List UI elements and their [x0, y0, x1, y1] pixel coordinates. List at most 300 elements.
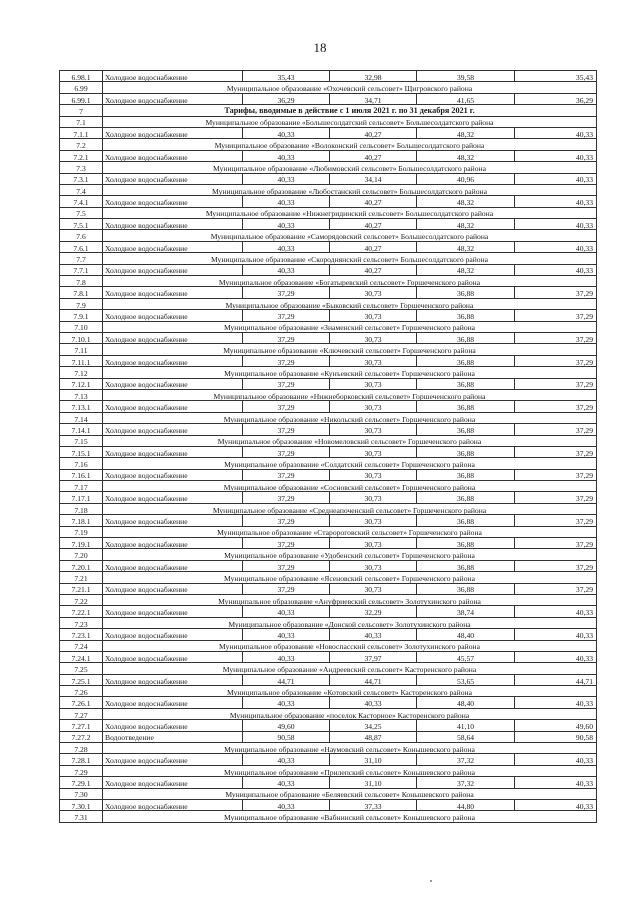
municipality-row — [60, 412, 597, 423]
service-name: Холодное водоснабжение — [103, 173, 243, 184]
tariff-value: 30,73 — [330, 492, 417, 503]
tariff-value: 38,74 — [417, 606, 515, 617]
tariff-value: 40,33 — [515, 777, 597, 788]
table-row — [60, 469, 597, 480]
tariff-value: 40,33 — [243, 777, 330, 788]
section-heading: Тарифы, вводимые в действие с 1 июля 2021 г. по 31 декабря 2021 г. — [103, 105, 597, 116]
table-row — [60, 777, 597, 788]
municipality-row — [60, 594, 597, 605]
row-code: 7.6 — [60, 230, 103, 241]
municipality-name: Муниципальное образование «Наумовский сельсовет» Конышевского района — [103, 743, 597, 754]
tariff-value: 37,29 — [243, 310, 330, 321]
row-code: 7.1.1 — [60, 127, 103, 138]
row-code: 7.28.1 — [60, 754, 103, 765]
municipality-row — [60, 298, 597, 309]
row-code: 7.17 — [60, 481, 103, 492]
municipality-row — [60, 276, 597, 287]
table-row — [60, 560, 597, 571]
table-row — [60, 355, 597, 366]
tariff-value: 40,33 — [515, 629, 597, 640]
tariff-value: 37,29 — [515, 560, 597, 571]
scan-speck — [430, 880, 432, 882]
tariff-value: 40,27 — [330, 241, 417, 252]
tariff-table — [59, 70, 597, 823]
tariff-value: 37,29 — [243, 446, 330, 457]
municipality-row — [60, 207, 597, 218]
service-name: Холодное водоснабжение — [103, 720, 243, 731]
tariff-value: 37,29 — [243, 538, 330, 549]
tariff-value: 40,33 — [515, 219, 597, 230]
service-name: Холодное водоснабжение — [103, 538, 243, 549]
row-code: 7.9 — [60, 298, 103, 309]
table-row — [60, 127, 597, 138]
row-code: 7.21.1 — [60, 583, 103, 594]
municipality-name: Муниципальное образование «Любимовский сельсовет» Большесолдатского района — [103, 162, 597, 173]
tariff-value: 41,65 — [417, 93, 515, 104]
tariff-value: 48,40 — [417, 697, 515, 708]
municipality-row — [60, 253, 597, 264]
tariff-value: 36,88 — [417, 469, 515, 480]
municipality-name: Муниципальное образование «Большесолдатский сельсовет» Большесолдатского района — [103, 116, 597, 127]
tariff-value: 41,10 — [417, 720, 515, 731]
municipality-name: Муниципальное образование «Новоспасский сельсовет» Золотухинского района — [103, 640, 597, 651]
tariff-value: 37,29 — [243, 287, 330, 298]
municipality-name: Муниципальное образование «Нижнегридинский сельсовет» Большесолдатского района — [103, 207, 597, 218]
service-name: Холодное водоснабжение — [103, 583, 243, 594]
tariff-value: 37,29 — [515, 424, 597, 435]
tariff-value: 37,29 — [243, 560, 330, 571]
service-name: Холодное водоснабжение — [103, 651, 243, 662]
row-code: 7.16.1 — [60, 469, 103, 480]
tariff-value: 40,27 — [330, 264, 417, 275]
tariff-value: 36,88 — [417, 492, 515, 503]
tariff-value: 37,29 — [243, 332, 330, 343]
row-code: 7.13 — [60, 389, 103, 400]
municipality-name: Муниципальное образование «Сосновский сельсовет» Горшеченского района — [103, 481, 597, 492]
municipality-name: Муниципальное образование «Скороднянский сельсовет» Большесолдатского района — [103, 253, 597, 264]
municipality-row — [60, 640, 597, 651]
row-code: 7.23 — [60, 617, 103, 628]
tariff-value: 35,43 — [243, 71, 330, 82]
service-name: Холодное водоснабжение — [103, 492, 243, 503]
tariff-value: 35,43 — [515, 71, 597, 82]
tariff-value: 40,33 — [330, 629, 417, 640]
municipality-row — [60, 389, 597, 400]
row-code: 7.25 — [60, 663, 103, 674]
municipality-row — [60, 82, 597, 93]
municipality-name: Муниципальное образование «Любостанский сельсовет» Большесолдатского района — [103, 184, 597, 195]
municipality-row — [60, 686, 597, 697]
municipality-name: Муниципальное образование «Вабнинский сельсовет» Конышевского района — [103, 811, 597, 822]
tariff-value: 48,87 — [330, 731, 417, 742]
municipality-row — [60, 663, 597, 674]
tariff-value: 37,33 — [330, 800, 417, 811]
tariff-value: 37,29 — [515, 469, 597, 480]
row-code: 7.24.1 — [60, 651, 103, 662]
municipality-name: Муниципальное образование «Ануфриевский сельсовет» Золотухинского района — [103, 594, 597, 605]
municipality-name: Муниципальное образование «Быковский сельсовет» Горшеченского района — [103, 298, 597, 309]
tariff-value: 36,88 — [417, 446, 515, 457]
service-name: Холодное водоснабжение — [103, 127, 243, 138]
tariff-value: 32,29 — [330, 606, 417, 617]
service-name: Холодное водоснабжение — [103, 424, 243, 435]
row-code: 6.99.1 — [60, 93, 103, 104]
row-code: 7.20 — [60, 549, 103, 560]
service-name: Холодное водоснабжение — [103, 332, 243, 343]
tariff-value: 34,71 — [330, 93, 417, 104]
tariff-value: 44,71 — [330, 674, 417, 685]
table-row — [60, 150, 597, 161]
row-code: 7.18.1 — [60, 515, 103, 526]
row-code: 7.5 — [60, 207, 103, 218]
tariff-value: 30,73 — [330, 538, 417, 549]
municipality-row — [60, 344, 597, 355]
tariff-value: 36,88 — [417, 310, 515, 321]
tariff-value: 37,29 — [515, 583, 597, 594]
tariff-value: 31,10 — [330, 777, 417, 788]
table-row — [60, 332, 597, 343]
tariff-value: 40,33 — [515, 127, 597, 138]
service-name: Холодное водоснабжение — [103, 777, 243, 788]
tariff-value: 40,33 — [515, 196, 597, 207]
row-code: 7.23.1 — [60, 629, 103, 640]
service-name: Холодное водоснабжение — [103, 241, 243, 252]
row-code: 7.7 — [60, 253, 103, 264]
tariff-value: 37,97 — [330, 651, 417, 662]
table-row — [60, 754, 597, 765]
row-code: 7.14 — [60, 412, 103, 423]
row-code: 7.2.1 — [60, 150, 103, 161]
tariff-value: 90,58 — [515, 731, 597, 742]
service-name: Холодное водоснабжение — [103, 800, 243, 811]
tariff-value: 40,33 — [515, 800, 597, 811]
municipality-name: Муниципальное образование «Ключевский сельсовет» Горшеченского района — [103, 344, 597, 355]
table-row — [60, 697, 597, 708]
tariff-value: 48,32 — [417, 264, 515, 275]
tariff-value: 32,98 — [330, 71, 417, 82]
tariff-value: 30,73 — [330, 515, 417, 526]
tariff-value: 37,29 — [515, 538, 597, 549]
service-name: Холодное водоснабжение — [103, 355, 243, 366]
table-row — [60, 492, 597, 503]
municipality-row — [60, 765, 597, 776]
row-code: 7.30.1 — [60, 800, 103, 811]
tariff-value: 37,29 — [243, 401, 330, 412]
row-code: 7.1 — [60, 116, 103, 127]
row-code: 7.8.1 — [60, 287, 103, 298]
tariff-value: 40,27 — [330, 127, 417, 138]
tariff-value: 40,33 — [243, 173, 330, 184]
row-code: 7.3.1 — [60, 173, 103, 184]
row-code: 7.9.1 — [60, 310, 103, 321]
service-name: Холодное водоснабжение — [103, 219, 243, 230]
tariff-value: 37,29 — [243, 355, 330, 366]
row-code: 7.2 — [60, 139, 103, 150]
service-name: Холодное водоснабжение — [103, 401, 243, 412]
tariff-value: 44,80 — [417, 800, 515, 811]
service-name: Холодное водоснабжение — [103, 560, 243, 571]
row-code: 7.16 — [60, 458, 103, 469]
row-code: 7.5.1 — [60, 219, 103, 230]
table-row — [60, 401, 597, 412]
service-name: Холодное водоснабжение — [103, 264, 243, 275]
municipality-row — [60, 321, 597, 332]
tariff-value: 37,32 — [417, 754, 515, 765]
municipality-row — [60, 526, 597, 537]
service-name: Холодное водоснабжение — [103, 378, 243, 389]
service-name: Холодное водоснабжение — [103, 697, 243, 708]
tariff-value: 37,29 — [243, 378, 330, 389]
row-code: 7.29 — [60, 765, 103, 776]
service-name: Холодное водоснабжение — [103, 629, 243, 640]
tariff-value: 30,73 — [330, 469, 417, 480]
table-row — [60, 731, 597, 742]
table-row — [60, 674, 597, 685]
municipality-row — [60, 549, 597, 560]
table-row — [60, 173, 597, 184]
municipality-name: Муниципальное образование «Среднеапоченский сельсовет» Горшеченского района — [103, 503, 597, 514]
tariff-value: 40,33 — [243, 800, 330, 811]
tariff-value: 44,71 — [515, 674, 597, 685]
row-code: 7 — [60, 105, 103, 116]
tariff-value: 36,88 — [417, 332, 515, 343]
tariff-value: 40,33 — [243, 629, 330, 640]
row-code: 7.4 — [60, 184, 103, 195]
tariff-value: 40,33 — [515, 754, 597, 765]
tariff-value: 30,73 — [330, 355, 417, 366]
tariff-value: 53,65 — [417, 674, 515, 685]
table-row — [60, 196, 597, 207]
municipality-name: Муниципальное образование «Саморядовский сельсовет» Большесолдатского района — [103, 230, 597, 241]
service-name: Холодное водоснабжение — [103, 754, 243, 765]
tariff-value: 40,33 — [330, 697, 417, 708]
row-code: 7.27.2 — [60, 731, 103, 742]
tariff-value: 40,33 — [515, 651, 597, 662]
tariff-value: 31,10 — [330, 754, 417, 765]
table-row — [60, 606, 597, 617]
municipality-row — [60, 743, 597, 754]
row-code: 7.25.1 — [60, 674, 103, 685]
tariff-value: 37,29 — [515, 378, 597, 389]
tariff-value: 36,88 — [417, 355, 515, 366]
municipality-row — [60, 503, 597, 514]
municipality-name: Муниципальное образование «Удобенский сельсовет» Горшеченского района — [103, 549, 597, 560]
municipality-row — [60, 788, 597, 799]
table-row — [60, 241, 597, 252]
service-name: Холодное водоснабжение — [103, 93, 243, 104]
table-row — [60, 264, 597, 275]
row-code: 7.3 — [60, 162, 103, 173]
tariff-value: 37,29 — [515, 446, 597, 457]
service-name: Холодное водоснабжение — [103, 196, 243, 207]
table-row — [60, 71, 597, 82]
municipality-row — [60, 708, 597, 719]
tariff-value: 37,29 — [515, 310, 597, 321]
tariff-value: 48,32 — [417, 219, 515, 230]
municipality-name: Муниципальное образование «Богатыревский сельсовет» Горшеченского района — [103, 276, 597, 287]
municipality-row — [60, 116, 597, 127]
tariff-value: 36,88 — [417, 424, 515, 435]
tariff-value: 37,29 — [515, 287, 597, 298]
row-code: 7.13.1 — [60, 401, 103, 412]
service-name: Холодное водоснабжение — [103, 606, 243, 617]
tariff-value: 48,32 — [417, 127, 515, 138]
municipality-name: Муниципальное образование «Новомеловский сельсовет» Горшеченского района — [103, 435, 597, 446]
tariff-value: 36,88 — [417, 538, 515, 549]
table-row — [60, 310, 597, 321]
municipality-row — [60, 162, 597, 173]
municipality-row — [60, 435, 597, 446]
row-code: 7.26 — [60, 686, 103, 697]
table-row — [60, 720, 597, 731]
tariff-value: 40,33 — [243, 606, 330, 617]
tariff-value: 37,29 — [515, 332, 597, 343]
row-code: 6.98.1 — [60, 71, 103, 82]
table-row — [60, 538, 597, 549]
table-row — [60, 800, 597, 811]
tariff-value: 48,32 — [417, 150, 515, 161]
municipality-row — [60, 481, 597, 492]
municipality-name: Муниципальное образование «Охочевский сельсовет» Щигровского района — [103, 82, 597, 93]
municipality-name: Муниципальное образование «Волоконский сельсовет» Большесолдатского района — [103, 139, 597, 150]
service-name: Холодное водоснабжение — [103, 287, 243, 298]
tariff-value: 40,33 — [243, 754, 330, 765]
tariff-value: 30,73 — [330, 446, 417, 457]
tariff-value: 40,33 — [243, 264, 330, 275]
table-row — [60, 446, 597, 457]
tariff-value: 37,29 — [515, 492, 597, 503]
tariff-value: 48,40 — [417, 629, 515, 640]
tariff-value: 37,29 — [243, 492, 330, 503]
tariff-value: 34,14 — [330, 173, 417, 184]
tariff-value: 37,32 — [417, 777, 515, 788]
tariff-value: 40,33 — [515, 697, 597, 708]
municipality-name: Муниципальное образование «Никольский сельсовет» Горшеченского района — [103, 412, 597, 423]
tariff-value: 40,27 — [330, 196, 417, 207]
tariff-value: 40,33 — [243, 241, 330, 252]
municipality-name: Муниципальное образование «Прилепский сельсовет» Конышевского района — [103, 765, 597, 776]
tariff-value: 48,32 — [417, 196, 515, 207]
service-name: Холодное водоснабжение — [103, 469, 243, 480]
municipality-name: Муниципальное образование «Донской сельсовет» Золотухинского района — [103, 617, 597, 628]
table-row — [60, 651, 597, 662]
row-code: 7.14.1 — [60, 424, 103, 435]
row-code: 7.19.1 — [60, 538, 103, 549]
tariff-value: 36,88 — [417, 401, 515, 412]
municipality-name: Муниципальное образование «Старороговский сельсовет» Горшеченского района — [103, 526, 597, 537]
tariff-value: 34,25 — [330, 720, 417, 731]
service-name: Холодное водоснабжение — [103, 150, 243, 161]
table-row — [60, 378, 597, 389]
row-code: 7.10 — [60, 321, 103, 332]
table-row — [60, 424, 597, 435]
tariff-value: 40,33 — [243, 651, 330, 662]
row-code: 7.21 — [60, 572, 103, 583]
row-code: 7.4.1 — [60, 196, 103, 207]
tariff-value: 37,29 — [515, 401, 597, 412]
tariff-value: 37,29 — [243, 424, 330, 435]
row-code: 7.18 — [60, 503, 103, 514]
row-code: 7.27.1 — [60, 720, 103, 731]
row-code: 7.11 — [60, 344, 103, 355]
tariff-value: 36,88 — [417, 378, 515, 389]
service-name: Холодное водоснабжение — [103, 310, 243, 321]
row-code: 7.30 — [60, 788, 103, 799]
municipality-row — [60, 139, 597, 150]
tariff-value: 30,73 — [330, 583, 417, 594]
row-code: 7.12 — [60, 367, 103, 378]
tariff-value: 40,33 — [515, 606, 597, 617]
tariff-value: 37,29 — [243, 583, 330, 594]
tariff-value: 30,73 — [330, 378, 417, 389]
municipality-name: Муниципальное образование «Ясеновский сельсовет» Горшеченского района — [103, 572, 597, 583]
municipality-name: Муниципальное образование «Котовский сельсовет» Касторенского района — [103, 686, 597, 697]
tariff-value: 40,27 — [330, 150, 417, 161]
table-row — [60, 93, 597, 104]
tariff-value: 40,27 — [330, 219, 417, 230]
municipality-name: Муниципальное образование «Солдатский сельсовет» Горшеченского района — [103, 458, 597, 469]
tariff-value: 40,33 — [243, 127, 330, 138]
service-name: Холодное водоснабжение — [103, 515, 243, 526]
tariff-value: 30,73 — [330, 332, 417, 343]
tariff-value: 36,88 — [417, 560, 515, 571]
tariff-value: 40,33 — [515, 173, 597, 184]
row-code: 7.27 — [60, 708, 103, 719]
tariff-value: 44,71 — [243, 674, 330, 685]
service-name: Холодное водоснабжение — [103, 71, 243, 82]
tariff-value: 37,29 — [243, 515, 330, 526]
row-code: 7.7.1 — [60, 264, 103, 275]
tariff-value: 30,73 — [330, 560, 417, 571]
tariff-value: 40,33 — [243, 150, 330, 161]
row-code: 7.10.1 — [60, 332, 103, 343]
municipality-row — [60, 617, 597, 628]
row-code: 7.31 — [60, 811, 103, 822]
row-code: 7.15.1 — [60, 446, 103, 457]
municipality-name: Муниципальное образование «поселок Касторное» Касторенского района — [103, 708, 597, 719]
municipality-row — [60, 367, 597, 378]
tariff-value: 30,73 — [330, 424, 417, 435]
municipality-row — [60, 230, 597, 241]
row-code: 7.26.1 — [60, 697, 103, 708]
tariff-value: 39,58 — [417, 71, 515, 82]
tariff-value: 40,33 — [515, 150, 597, 161]
municipality-row — [60, 458, 597, 469]
table-row — [60, 629, 597, 640]
municipality-name: Муниципальное образование «Беляевский сельсовет» Конышевского района — [103, 788, 597, 799]
row-code: 7.24 — [60, 640, 103, 651]
row-code: 7.20.1 — [60, 560, 103, 571]
tariff-value: 40,96 — [417, 173, 515, 184]
service-name: Холодное водоснабжение — [103, 446, 243, 457]
tariff-value: 36,88 — [417, 287, 515, 298]
tariff-value: 36,88 — [417, 515, 515, 526]
table-row — [60, 219, 597, 230]
row-code: 7.19 — [60, 526, 103, 537]
tariff-value: 40,33 — [243, 219, 330, 230]
tariff-value: 49,60 — [515, 720, 597, 731]
tariff-value: 36,88 — [417, 583, 515, 594]
tariff-value: 40,33 — [515, 241, 597, 252]
row-code: 7.8 — [60, 276, 103, 287]
municipality-row — [60, 811, 597, 822]
tariff-value: 37,29 — [243, 469, 330, 480]
row-code: 7.11.1 — [60, 355, 103, 366]
municipality-name: Муниципальное образование «Знаменский сельсовет» Горшеченского района — [103, 321, 597, 332]
municipality-name: Муниципальное образование «Кунъевский сельсовет» Горшеченского района — [103, 367, 597, 378]
municipality-name: Муниципальное образование «Андреевский сельсовет» Касторенского района — [103, 663, 597, 674]
row-code: 7.22 — [60, 594, 103, 605]
